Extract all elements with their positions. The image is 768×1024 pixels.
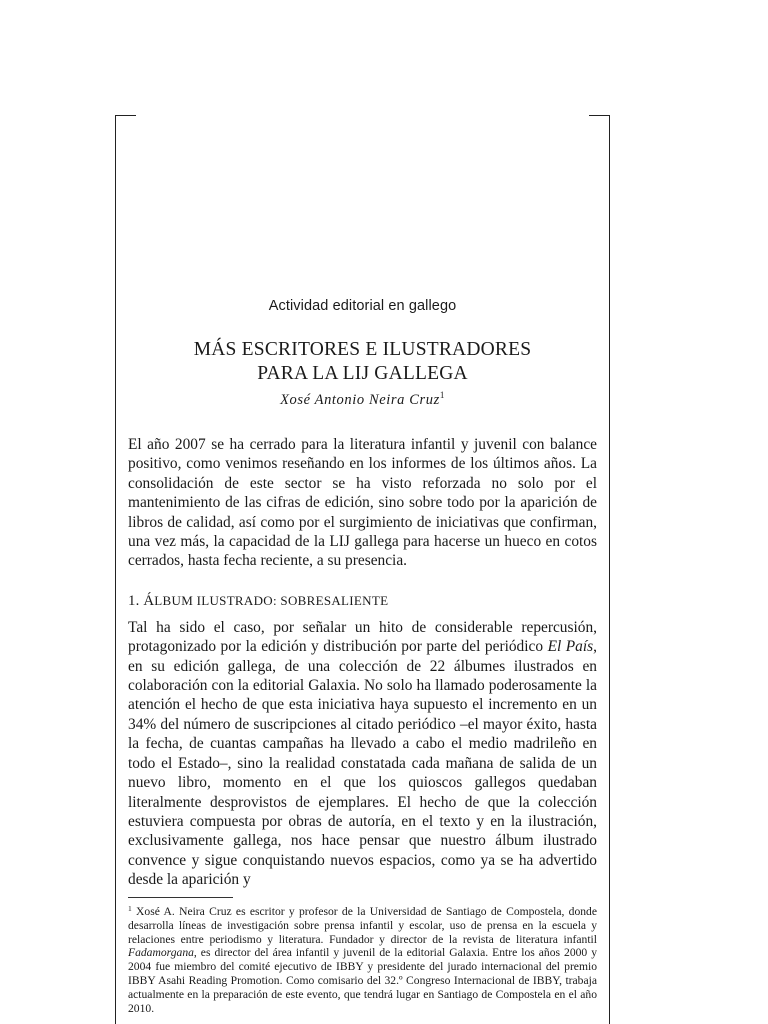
section-1-title: LBUM ILUSTRADO: SOBRESALIENTE — [154, 592, 389, 608]
section-1-paragraph — [128, 618, 597, 890]
title-line-2: PARA LA LIJ GALLEGA — [257, 363, 468, 384]
footnote-reference: 1 — [439, 390, 445, 400]
footnote-text-b: , es director del área infantil y juvenil de la editorial Galaxia. Entre los años 2000 y 2004 fue miembro del comité ejecutivo de IBBY y presidente del jurado internacional del premio IBBY Asahi Reading Promotion. Como comisario del 32.º Congreso Internacional de IBBY, trabaja actualmente en la preparación de este evento, que tendrá lugar en Santiago de Compostela en el año 2010. — [128, 946, 597, 1015]
author-byline — [128, 390, 597, 409]
intro-paragraph: El año 2007 se ha cerrado para la literatura infantil y juvenil con balance positivo, como venimos reseñando en los informes de los últimos años. La consolidación de este sector se ha visto reforzada no solo por el mantenimiento de las cifras de edición, sino sobre todo por la aparición de libros de calidad, así como por el surgimiento de iniciativas que confirman, una vez más, la capacidad de la LIJ gallega para hacerse un hueco en cotos cerrados, hasta fecha reciente, a su presencia. — [128, 436, 597, 570]
paragraph-text-b: , en su edición gallega, de una colección de 22 álbumes ilustrados en colaboración con la editorial Galaxia. No solo ha llamado poderosamente la atención el hecho de que esta iniciativa haya supuesto el incremento en un 34% del número de suscripciones al citado periódico –el mayor éxito, hasta la fecha, de cuantas campañas ha llevado a cabo el medio madrileño en todo el Estado–, sino la realidad constatada cada mañana de salida de un nuevo libro, momento en el que los quioscos gallegos quedaban literalmente desprovistos de ejemplares. El hecho de que la colección estuviera compuesta por obras de autoría, en el texto y en la ilustración, exclusivamente gallega, nos hace pensar que nuestro álbum ilustrado convence y sigue conquistando nuevos espacios, como ya se ha advertido desde la aparición y — [128, 638, 597, 889]
footnote — [128, 902, 597, 1015]
paragraph-text-a: Tal ha sido el caso, por señalar un hito de considerable repercusión, protagonizado por la edición y distribución por parte del periódico — [128, 618, 597, 656]
newspaper-name: El País — [547, 638, 594, 656]
crop-mark-left-horizontal — [115, 115, 136, 116]
crop-mark-right-vertical — [609, 115, 610, 1024]
article-title — [128, 338, 597, 386]
footnote-divider — [128, 897, 233, 898]
crop-mark-right-horizontal — [589, 115, 610, 116]
footnote-mark: 1 — [128, 904, 132, 913]
article-page — [128, 298, 597, 890]
section-1-number: 1. Á — [128, 592, 155, 609]
title-line-1: MÁS ESCRITORES E ILUSTRADORES — [193, 339, 532, 360]
crop-mark-left-vertical — [115, 115, 116, 1024]
section-1-heading — [128, 593, 597, 610]
author-name: Xosé Antonio Neira Cruz — [280, 392, 440, 408]
section-kicker: Actividad editorial en gallego — [268, 298, 457, 314]
footnote-text-a: Xosé A. Neira Cruz es escritor y profesor de la Universidad de Santiago de Compostela, donde desarrolla líneas de investigación sobre prensa infantil y escolar, uso de prensa en la escuela y relaciones entre periodismo y literatura. Fundador y director de la revista de literatura infantil — [128, 905, 597, 946]
magazine-name: Fadamorgana — [128, 946, 194, 960]
